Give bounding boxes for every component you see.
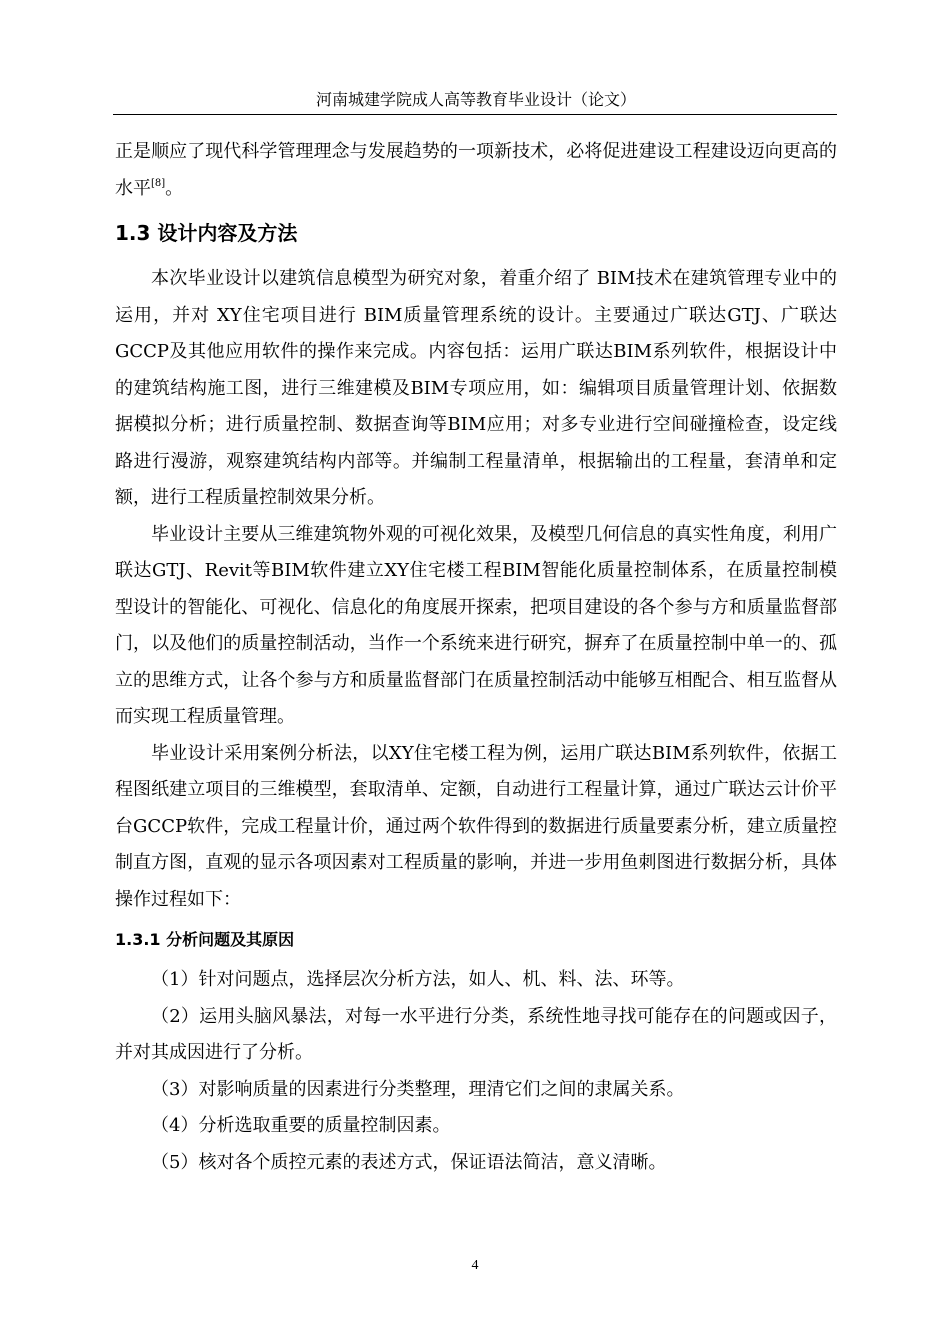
paragraph-1-3-c: 毕业设计采用案例分析法，以XY住宅楼工程为例，运用广联达BIM系列软件，依据工程图纸建立项目的三维模型，套取清单、定额，自动进行工程量计算，通过广联达云计价平台GCCP软件，完成工程量计价，通过两个软件得到的数据进行质量要素分析，建立质量控制直方图，直观的显示各项因素对工程质量的影响，并进一步用鱼刺图进行数据分析，具体操作过程如下： (115, 742, 837, 910)
paragraph-1-3-a: 本次毕业设计以建筑信息模型为研究对象，着重介绍了 BIM技术在建筑管理专业中的运用，并对 XY住宅项目进行 BIM质量管理系统的设计。主要通过广联达GTJ、广联达GCCP及其他应用软件的操作来完成。内容包括：运用广联达BIM系列软件，根据设计中的建筑结构施工图，进行三维建模及BIM专项应用，如：编辑项目质量管理计划、依据数据模拟分析；进行质量控制、数据查询等BIM应用；对多专业进行空间碰撞检查，设定线路进行漫游，观察建筑结构内部等。并编制工程量清单，根据输出的工程量，套清单和定额，进行工程质量控制效果分析。 (115, 268, 837, 508)
list-item: （1）针对问题点，选择层次分析方法，如人、机、料、法、环等。 (151, 969, 685, 990)
paragraph-1-3-b: 毕业设计主要从三维建筑物外观的可视化效果，及模型几何信息的真实性角度，利用广联达GTJ、Revit等BIM软件建立XY住宅楼工程BIM智能化质量控制体系，在质量控制模型设计的智能化、可视化、信息化的角度展开探索，把项目建设的各个参与方和质量监督部门，以及他们的质量控制活动，当作一个系统来进行研究，摒弃了在质量控制中单一的、孤立的思维方式，让各个参与方和质量监督部门在质量控制活动中能够互相配合、相互监督从而实现工程质量管理。 (115, 523, 837, 727)
list-item: （5）核对各个质控元素的表述方式，保证语法简洁，意义清晰。 (151, 1151, 667, 1173)
header-rule (113, 114, 837, 115)
list-item: （2）运用头脑风暴法，对每一水平进行分类，系统性地寻找可能存在的问题或因子，并对其成因进行了分析。 (115, 1005, 837, 1063)
continued-paragraph-end: 。 (165, 177, 184, 199)
page-body (115, 134, 837, 1181)
continued-paragraph-text: 正是顺应了现代科学管理理念与发展趋势的一项新技术，必将促进建设工程建设迈向更高的水平 (115, 141, 837, 199)
section-heading-1-3-1: 1.3.1 分析问题及其原因 (115, 930, 295, 949)
page-number: 4 (471, 1258, 479, 1273)
citation-ref: [8] (151, 177, 166, 189)
section-heading-1-3: 1.3 设计内容及方法 (115, 221, 298, 245)
running-header: 河南城建学院成人高等教育毕业设计（论文） (315, 90, 636, 109)
continued-paragraph (115, 134, 837, 207)
list-item: （3）对影响质量的因素进行分类整理，理清它们之间的隶属关系。 (151, 1078, 685, 1100)
list-item: （4）分析选取重要的质量控制因素。 (151, 1115, 451, 1136)
